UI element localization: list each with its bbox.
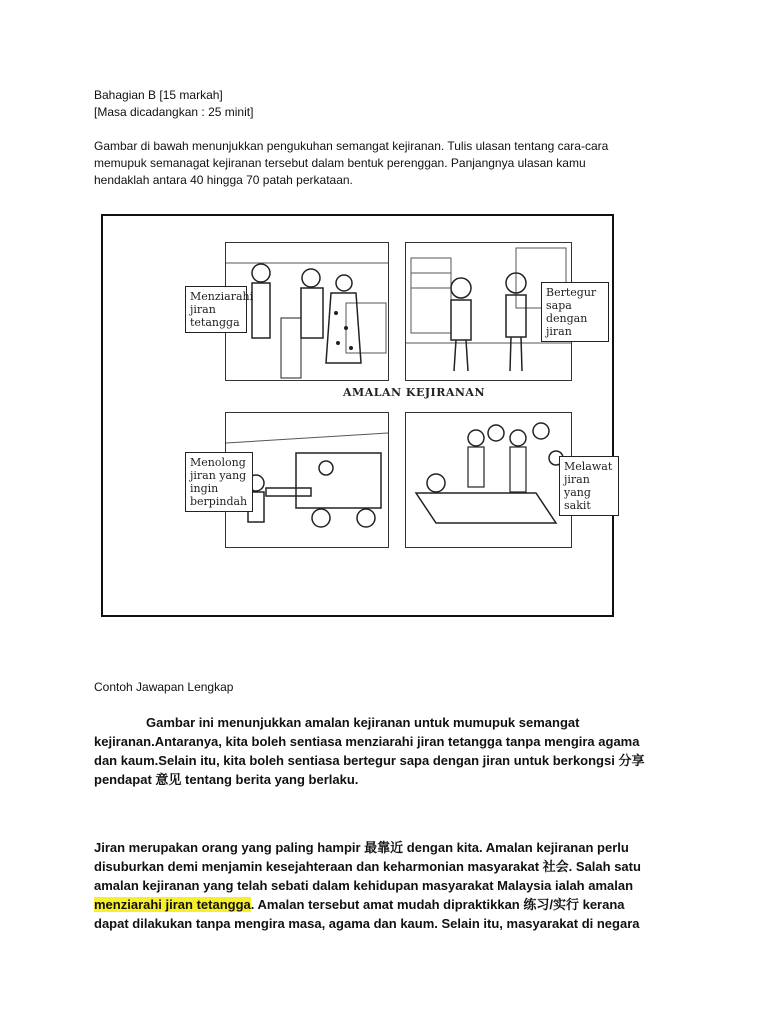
label-sick-visit: Melawat jiran yang sakit <box>559 456 619 516</box>
answer-line <box>94 895 625 914</box>
instruction-line: memupuk semanagat kejiranan tersebut dalam bentuk perenggan. Panjangnya ulasan kamu <box>94 156 586 170</box>
instruction-line: Gambar di bawah menunjukkan pengukuhan semangat kejiranan. Tulis ulasan tentang cara-cara <box>94 139 609 153</box>
answer-line-rest: . Amalan tersebut amat mudah dipraktikkan 练习/实行 kerana <box>250 897 625 912</box>
illustration-frame <box>101 214 614 617</box>
panel-visiting <box>225 242 389 381</box>
answer-line: amalan kejiranan yang telah sebati dalam kehidupan masyarakat Malaysia ialah amalan <box>94 878 634 893</box>
label-greeting: Bertegur sapa dengan jiran <box>541 282 609 342</box>
figure-title: AMALAN KEJIRANAN <box>343 386 486 399</box>
label-moving: Menolong jiran yang ingin berpindah <box>185 452 253 512</box>
visiting-illustration-icon <box>226 243 388 380</box>
answer-heading: Contoh Jawapan Lengkap <box>94 680 234 694</box>
instruction-line: hendaklah antara 40 hingga 70 patah perkataan. <box>94 173 353 187</box>
answer-line: dan kaum.Selain itu, kita boleh sentiasa bertegur sapa dengan jiran untuk berkongsi 分享 <box>94 753 645 768</box>
answer-line: pendapat 意见 tentang berita yang berlaku. <box>94 772 359 787</box>
answer-line: Gambar ini menunjukkan amalan kejiranan untuk mumupuk semangat <box>146 715 580 730</box>
answer-line: kejiranan.Antaranya, kita boleh sentiasa menziarahi jiran tetangga tanpa mengira agama <box>94 734 640 749</box>
answer-line: dapat dilakukan tanpa mengira masa, agama dan kaum. Selain itu, masyarakat di negara <box>94 916 640 931</box>
section-heading: Bahagian B [15 markah] <box>94 88 223 102</box>
answer-line: disuburkan demi menjamin kesejahteraan dan keharmonian masyarakat 社会. Salah satu <box>94 859 641 874</box>
sick-visit-illustration-icon <box>406 413 571 547</box>
highlighted-phrase: menziarahi jiran tetangga <box>94 897 251 912</box>
suggested-time: [Masa dicadangkan : 25 minit] <box>94 105 254 119</box>
panel-sick-visit <box>405 412 572 548</box>
answer-line: Jiran merupakan orang yang paling hampir 最靠近 dengan kita. Amalan kejiranan perlu <box>94 840 629 855</box>
label-visiting: Menziarahi jiran tetangga <box>185 286 247 333</box>
